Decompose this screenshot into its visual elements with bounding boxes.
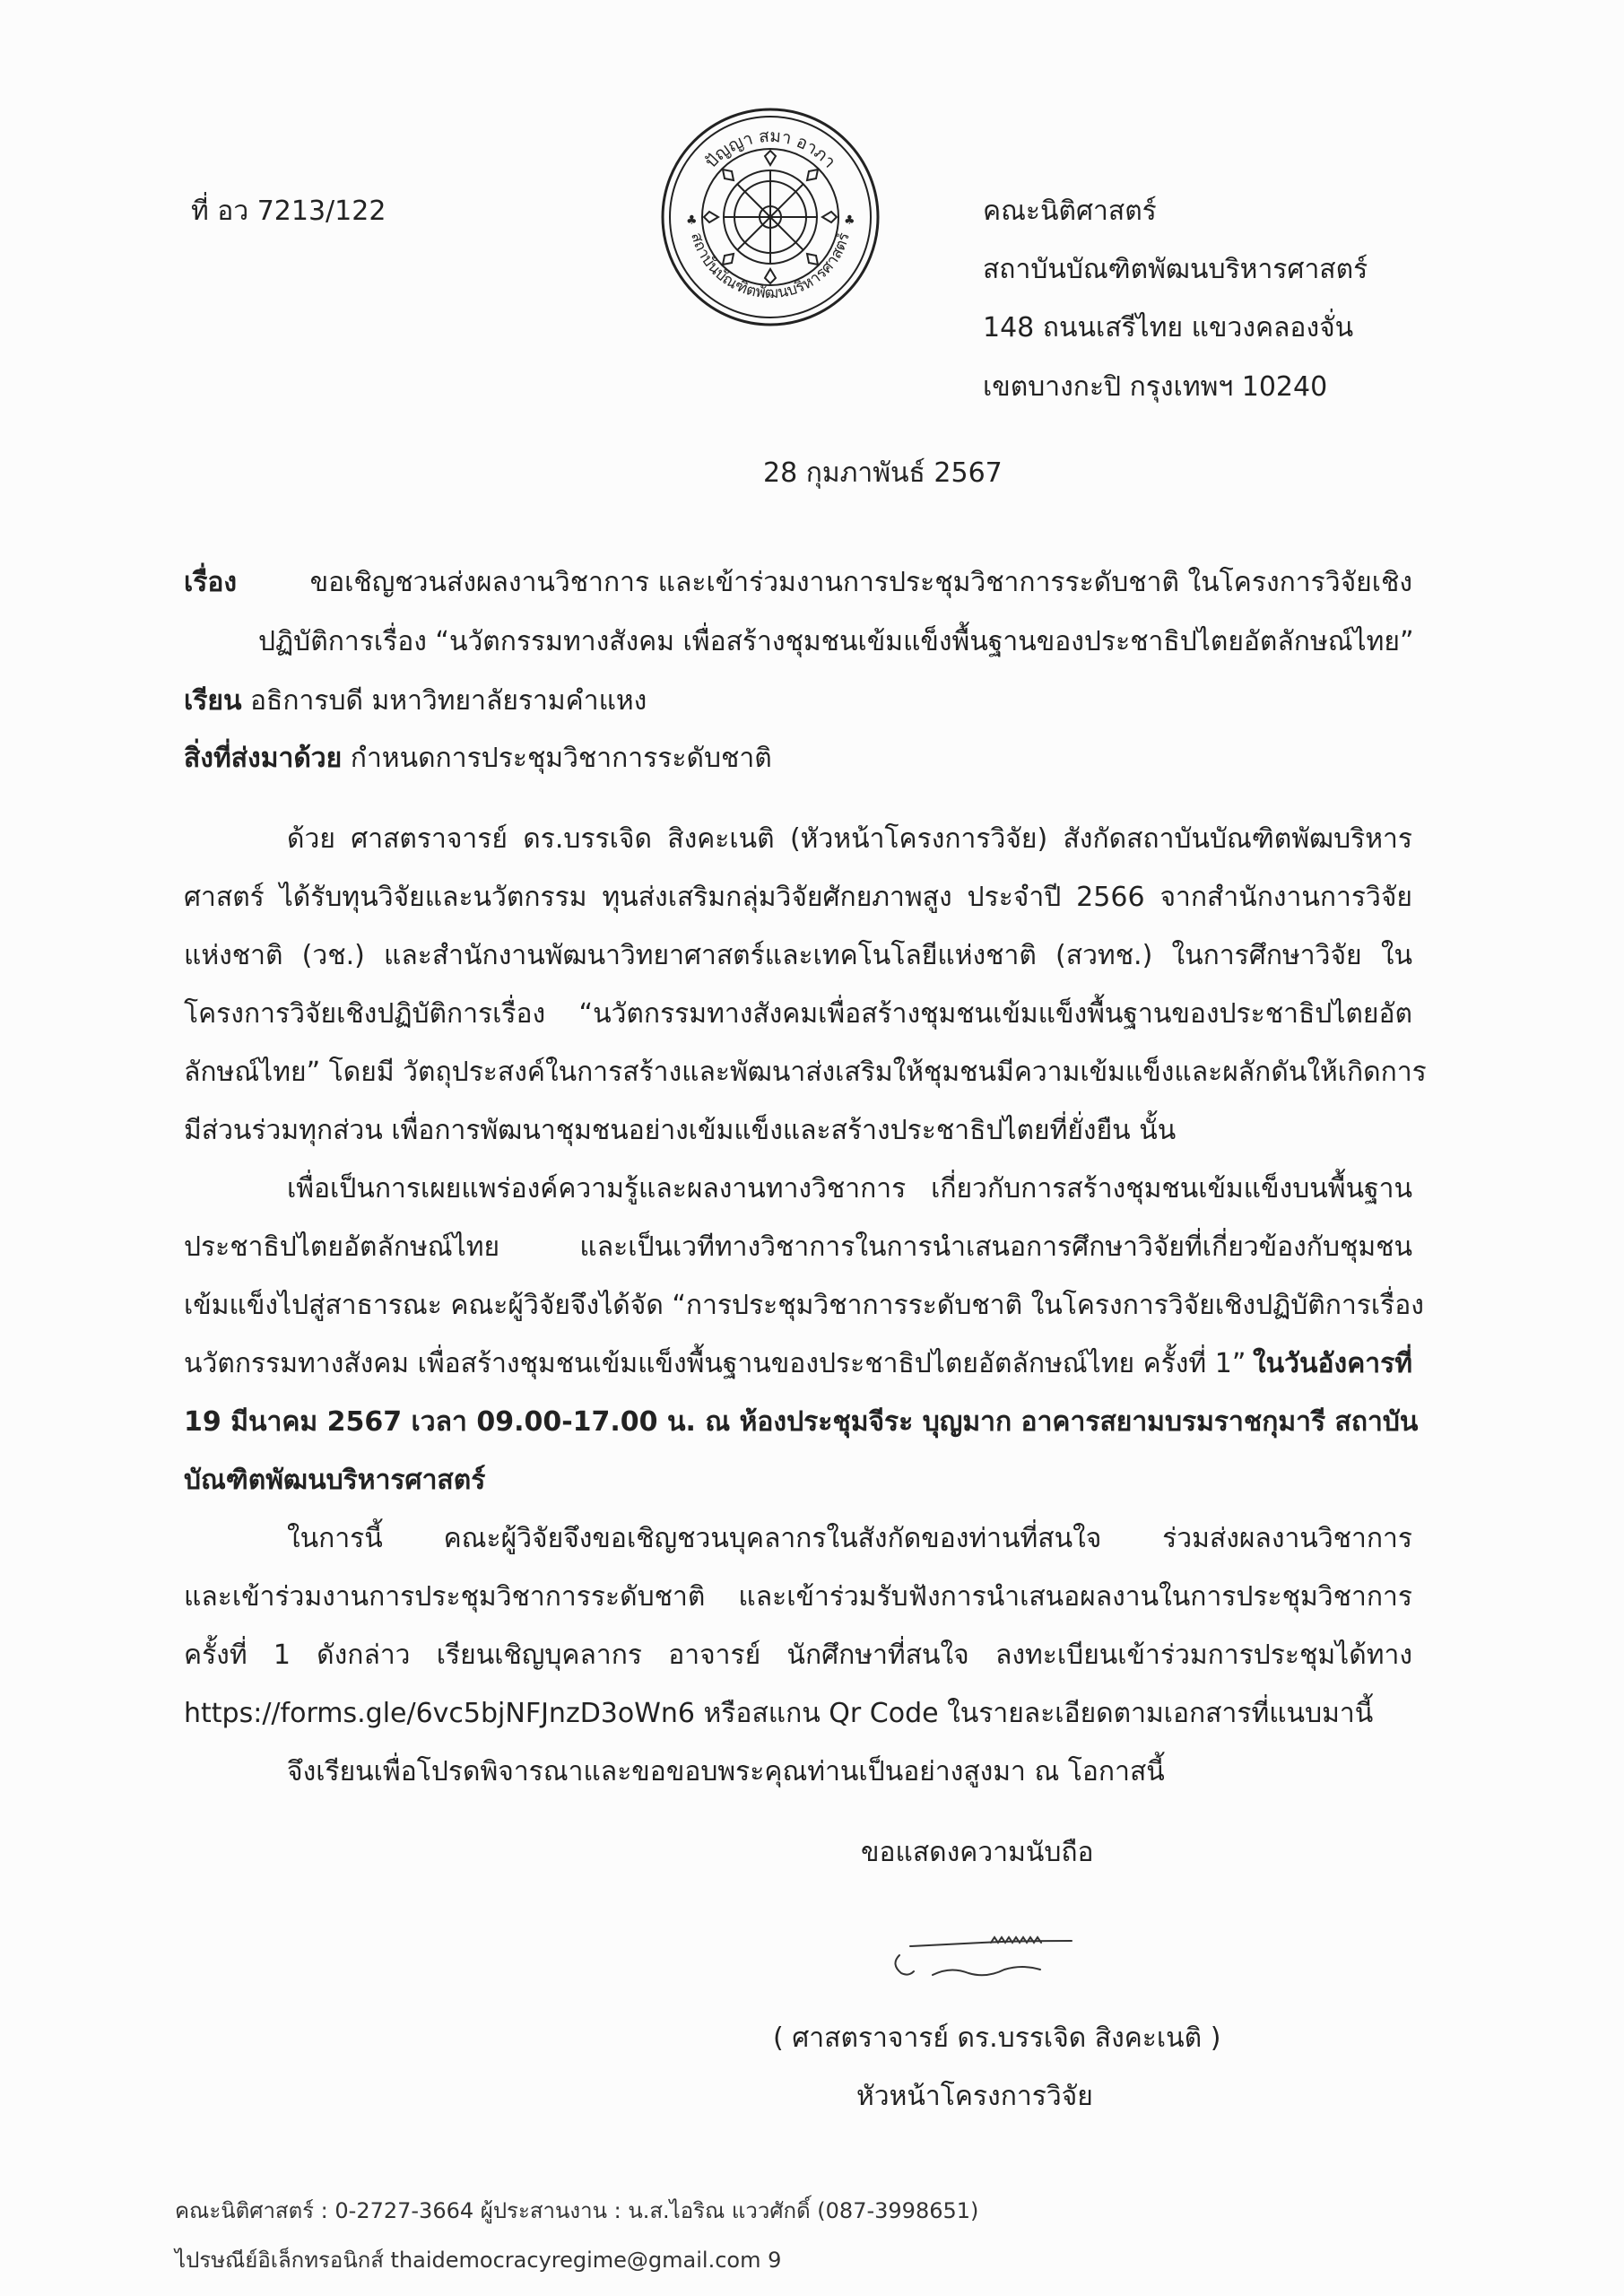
para2-line-4-bold: ในวันอังคารที่ (1253, 1348, 1412, 1379)
para2-line-5: 19 มีนาคม 2567 เวลา 09.00-17.00 น. ณ ห้องประชุมจีระ บุญมาก อาคารสยามบรมราชกุมารี สถาบัน (184, 1406, 1419, 1438)
subject-text-1: ขอเชิญชวนส่งผลงานวิชาการ และเข้าร่วมงานการประชุมวิชาการระดับชาติ ในโครงการวิจัยเชิง (309, 567, 1412, 598)
address-district: เขตบางกะปิ กรุงเทพฯ 10240 (983, 371, 1328, 403)
para1-line-4: โครงการวิจัยเชิงปฏิบัติการเรื่อง “นวัตกรรมทางสังคมเพื่อสร้างชุมชนเข้มแข็งพื้นฐานของประชาธิปไตยอัต (184, 998, 1412, 1030)
para2-line-6: บัณฑิตพัฒนบริหารศาสตร์ (184, 1465, 486, 1496)
para3-line-3: ครั้งที่ 1 ดังกล่าว เรียนเชิญบุคลากร อาจารย์ นักศึกษาที่สนใจ ลงทะเบียนเข้าร่วมการประชุมได้ทาง (184, 1639, 1412, 1671)
institution-seal-logo (659, 106, 881, 328)
svg-text:♣: ♣ (844, 213, 855, 228)
subject-line (184, 567, 1412, 599)
signatory-title: หัวหน้าโครงการวิจัย (856, 2081, 1093, 2112)
footer-contact: คณะนิติศาสตร์ : 0-2727-3664 ผู้ประสานงาน : น.ส.ไอริณ แววศักดิ์ (087-3998651) (175, 2198, 979, 2223)
recipient-value: อธิการบดี มหาวิทยาลัยรามคำแหง (250, 685, 647, 717)
para2-line-4 (184, 1348, 1412, 1380)
para2-line-4-text: นวัตกรรมทางสังคม เพื่อสร้างชุมชนเข้มแข็งพื้นฐานของประชาธิปไตยอัตลักษณ์ไทย ครั้งที่ 1” (184, 1348, 1246, 1379)
regards-text: ขอแสดงความนับถือ (861, 1837, 1094, 1868)
para3-line-1: ในการนี้ คณะผู้วิจัยจึงขอเชิญชวนบุคลากรในสังกัดของท่านที่สนใจ ร่วมส่งผลงานวิชาการ (287, 1523, 1412, 1554)
recipient-line (184, 685, 647, 718)
para1-line-5: ลักษณ์ไทย” โดยมี วัตถุประสงค์ในการสร้างและพัฒนาส่งเสริมให้ชุมชนมีความเข้มแข็งและผลักดันให้เกิดการ (184, 1057, 1427, 1088)
para2-line-2: ประชาธิปไตยอัตลักษณ์ไทย และเป็นเวทีทางวิชาการในการนำเสนอการศึกษาวิจัยที่เกี่ยวข้องกับชุมชน (184, 1231, 1412, 1263)
enclosure-line (184, 743, 772, 775)
para2-line-3: เข้มแข็งไปสู่สาธารณะ คณะผู้วิจัยจึงได้จัด “การประชุมวิชาการระดับชาติ ในโครงการวิจัยเชิงปฏิบัติการเรื่อง (184, 1290, 1424, 1321)
para3-line-2: และเข้าร่วมงานการประชุมวิชาการระดับชาติ และเข้าร่วมรับฟังการนำเสนอผลงานในการประชุมวิชาการ (184, 1581, 1412, 1613)
footer-email: ไปรษณีย์อิเล็กทรอนิกส์ thaidemocracyregime@gmail.com 9 (175, 2248, 782, 2273)
closing-sentence: จึงเรียนเพื่อโปรดพิจารณาและขอขอบพระคุณท่านเป็นอย่างสูงมา ณ โอกาสนี้ (287, 1756, 1165, 1787)
signatory-name: ( ศาสตราจารย์ ดร.บรรเจิด สิงคะเนติ ) (773, 2022, 1221, 2054)
seal-top-text: ปัญญา สมา อาภา (700, 126, 840, 172)
para1-line-1: ด้วย ศาสตราจารย์ ดร.บรรเจิด สิงคะเนติ (หัวหน้าโครงการวิจัย) สังกัดสถาบันบัณฑิตพัฒบริหาร (287, 823, 1412, 855)
svg-text:♣: ♣ (686, 213, 698, 228)
reference-number: ที่ อว 7213/122 (191, 196, 386, 227)
para1-line-2: ศาสตร์ ได้รับทุนวิจัยและนวัตกรรม ทุนส่งเสริมกลุ่มวิจัยศักยภาพสูง ประจำปี 2566 จากสำนักงานการวิจัย (184, 882, 1412, 913)
address-faculty: คณะนิติศาสตร์ (983, 196, 1157, 227)
seal-bottom-text: สถาบันบัณฑิตพัฒนบริหารศาสตร์ (687, 230, 854, 303)
address-street: 148 ถนนเสรีไทย แขวงคลองจั่น (983, 312, 1354, 344)
recipient-label: เรียน (184, 685, 242, 717)
handwritten-signature (883, 1919, 1107, 2000)
para2-line-1: เพื่อเป็นการเผยแพร่องค์ความรู้และผลงานทางวิชาการ เกี่ยวกับการสร้างชุมชนเข้มแข็งบนพื้นฐาน (287, 1173, 1412, 1205)
para3-line-4-registration-link: https://forms.gle/6vc5bjNFJnzD3oWn6 หรือสแกน Qr Code ในรายละเอียดตามเอกสารที่แนบมานี้ (184, 1698, 1374, 1729)
enclosure-label: สิ่งที่ส่งมาด้วย (184, 743, 343, 774)
address-institution: สถาบันบัณฑิตพัฒนบริหารศาสตร์ (983, 254, 1368, 285)
subject-label: เรื่อง (184, 567, 238, 598)
para1-line-3: แห่งชาติ (วช.) และสำนักงานพัฒนาวิทยาศาสตร์และเทคโนโลยีแห่งชาติ (สวทช.) ในการศึกษาวิจัย ใน (184, 940, 1412, 971)
para1-line-6: มีส่วนร่วมทุกส่วน เพื่อการพัฒนาชุมชนอย่างเข้มแข็งและสร้างประชาธิปไตยที่ยั่งยืน นั้น (184, 1115, 1177, 1146)
subject-text-2: ปฏิบัติการเรื่อง “นวัตกรรมทางสังคม เพื่อสร้างชุมชนเข้มแข็งพื้นฐานของประชาธิปไตยอัตลักษณ์ไทย” (258, 626, 1414, 657)
letter-date: 28 กุมภาพันธ์ 2567 (763, 457, 1003, 489)
enclosure-value: กำหนดการประชุมวิชาการระดับชาติ (350, 743, 772, 774)
